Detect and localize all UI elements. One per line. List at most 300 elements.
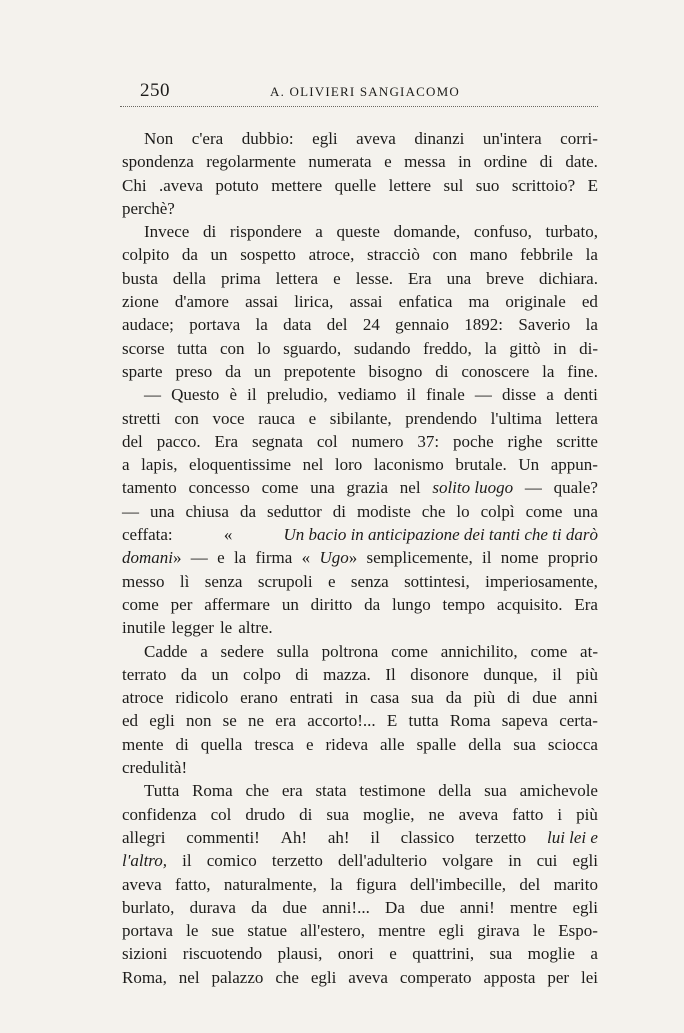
word: di <box>507 688 521 708</box>
word: gittò <box>509 338 541 358</box>
word: fine. <box>567 361 598 381</box>
word: da <box>445 688 462 708</box>
page-number: 250 <box>140 80 170 101</box>
word: conoscere <box>461 361 530 381</box>
word: egli <box>312 129 338 148</box>
word: a <box>200 641 208 661</box>
word: confidenza <box>122 804 197 824</box>
text-line <box>122 430 598 453</box>
word: sua <box>326 804 349 824</box>
word: lettera <box>555 408 598 428</box>
word: lo <box>257 338 271 358</box>
word: rauca <box>258 408 295 428</box>
word: prima <box>220 268 261 288</box>
text-line <box>122 476 598 499</box>
word: e <box>217 548 225 568</box>
body-text <box>122 127 598 989</box>
word: drudo <box>245 804 286 824</box>
word: credulità! <box>122 758 188 778</box>
word: erano <box>240 688 278 708</box>
word: Ah! <box>280 827 308 847</box>
word: Cadde <box>144 641 188 661</box>
word: Espo- <box>558 921 598 941</box>
word: stata <box>315 781 347 801</box>
text-line <box>122 360 598 383</box>
word: casa <box>370 688 400 708</box>
word: semplicemente, <box>366 548 473 568</box>
word: busta <box>122 268 158 288</box>
word: proprio <box>547 548 598 568</box>
word: diritto <box>310 594 353 614</box>
word: se <box>222 711 237 731</box>
word: dunque, <box>483 664 538 684</box>
word: fatto, <box>175 874 211 894</box>
word: egli <box>572 897 598 917</box>
word: all'estero, <box>300 921 366 941</box>
word: egli <box>310 967 337 987</box>
word: mente <box>122 734 164 754</box>
word: il <box>247 385 257 405</box>
word: Tutta <box>144 781 180 801</box>
word: segnata <box>251 431 303 451</box>
word: quale? <box>553 478 598 498</box>
word: Saverio <box>518 315 571 335</box>
word: prendendo <box>405 408 477 428</box>
word: per <box>547 967 570 987</box>
word: enfatica <box>398 292 453 312</box>
word: moglie, <box>363 804 415 824</box>
word: sizioni <box>122 944 168 964</box>
word: terzetto <box>271 851 323 871</box>
word: un'intera <box>482 129 542 148</box>
word: .aveva <box>159 175 203 195</box>
text-line <box>122 896 598 919</box>
word: Roma <box>192 781 233 801</box>
word: a <box>546 385 554 405</box>
word: Un bacio in anticipazione dei tanti che ti darò <box>283 525 598 545</box>
word: il <box>406 385 416 405</box>
word: allegri <box>122 827 166 847</box>
word: classico <box>400 827 455 847</box>
word: a <box>122 455 130 475</box>
word: apposta <box>483 967 536 987</box>
word: entrati <box>289 688 334 708</box>
word: turbato, <box>545 222 598 242</box>
word: annichilito, <box>440 641 518 661</box>
word: sua <box>484 781 507 801</box>
word: mano <box>469 245 508 265</box>
text-line <box>122 174 598 197</box>
word: nel <box>302 455 324 475</box>
word: un <box>210 245 228 265</box>
word: — <box>474 385 492 405</box>
word: messa <box>404 152 446 172</box>
text-line <box>122 150 598 173</box>
word: dichiara. <box>538 268 598 288</box>
word: amichevole <box>519 781 598 801</box>
word: terzetto <box>475 827 527 847</box>
word: voce <box>212 408 245 428</box>
word: due <box>532 688 557 708</box>
word: ceffata: <box>122 525 173 545</box>
word: aveva <box>122 874 162 894</box>
word: come <box>261 478 299 498</box>
word: più <box>576 664 598 684</box>
word: un <box>281 594 299 614</box>
word: nel <box>399 478 421 498</box>
word: ne <box>248 711 265 731</box>
word: di <box>202 222 217 242</box>
word: un <box>254 361 272 381</box>
word: assai <box>245 292 279 312</box>
word: sua <box>489 944 513 964</box>
word: il <box>370 827 380 847</box>
text-line <box>122 709 598 732</box>
text-line <box>122 243 598 266</box>
text-line <box>122 966 598 989</box>
word: imperiosamente, <box>485 571 598 591</box>
word: scrupoli <box>257 571 313 591</box>
word: righe <box>507 431 543 451</box>
word: terrato <box>122 664 167 684</box>
word: riscuotendo <box>182 944 263 964</box>
word: senza <box>350 571 389 591</box>
text-line <box>122 663 598 686</box>
word: lì <box>179 571 190 591</box>
word: del <box>326 315 348 335</box>
text-line <box>122 267 598 290</box>
word: con <box>220 338 245 358</box>
word: moglie <box>527 944 575 964</box>
word: nome <box>500 548 539 568</box>
text-line <box>122 407 598 430</box>
word: due <box>282 897 307 917</box>
word: firma <box>255 548 293 568</box>
page-header <box>120 80 598 104</box>
word: disse <box>502 385 537 405</box>
word: da <box>181 245 198 265</box>
word: sua <box>411 688 434 708</box>
word: lei <box>580 967 598 987</box>
word: rispondere <box>229 222 302 242</box>
word: « <box>223 525 233 545</box>
word: la <box>585 245 598 265</box>
word: onori <box>337 944 374 964</box>
word: aveva <box>458 804 499 824</box>
word: due <box>420 897 445 917</box>
word: come <box>525 501 563 521</box>
word: una <box>446 268 472 288</box>
word: durava <box>189 897 236 917</box>
word: sua <box>513 734 536 754</box>
text-line <box>122 849 598 872</box>
word: freddo, <box>423 338 472 358</box>
word: dell'adulterio <box>338 851 427 871</box>
word: in <box>458 152 472 172</box>
word: queste <box>336 222 380 242</box>
word: con <box>432 245 458 265</box>
word: inutile <box>122 618 166 638</box>
word: Un <box>518 455 540 475</box>
word: la <box>255 315 268 335</box>
word: sottintesi, <box>404 571 470 591</box>
word: ah! <box>327 827 350 847</box>
word: E <box>386 711 398 731</box>
word: egli <box>149 711 175 731</box>
word: la <box>233 548 247 568</box>
word: d'amore <box>174 292 229 312</box>
word: scritte <box>556 431 598 451</box>
word: stracciò <box>366 245 420 265</box>
word: prepotente <box>283 361 356 381</box>
word: la <box>542 361 555 381</box>
word: di <box>539 152 553 172</box>
word: che <box>275 967 299 987</box>
word: la <box>585 315 598 335</box>
word: sul <box>443 175 464 195</box>
word: volgare <box>442 851 494 871</box>
word: accorto!... <box>307 711 376 731</box>
word: e <box>389 944 397 964</box>
word: concesso <box>188 478 250 498</box>
word: legger <box>171 618 214 638</box>
word: confuso, <box>473 222 532 242</box>
word: una <box>149 501 175 521</box>
word: come <box>391 641 428 661</box>
word: Il <box>385 664 396 684</box>
word: lo <box>456 501 470 521</box>
word: poltrona <box>321 641 379 661</box>
word: in <box>344 688 359 708</box>
running-head: A. OLIVIERI SANGIACOMO <box>270 84 460 99</box>
word: di <box>295 664 309 684</box>
word: c'era <box>191 129 224 148</box>
word: aveva <box>348 967 388 987</box>
word: di <box>332 501 346 521</box>
word: lungo <box>391 594 431 614</box>
word: palazzo <box>211 967 264 987</box>
word: come <box>122 594 159 614</box>
word: plausi, <box>277 944 323 964</box>
word: bisogno <box>368 361 423 381</box>
word: denti <box>563 385 598 405</box>
word: preso <box>175 361 213 381</box>
word: commenti! <box>186 827 260 847</box>
word: brutale. <box>455 455 507 475</box>
word: febbrile <box>520 245 573 265</box>
word: una <box>573 501 598 521</box>
word: della <box>172 268 206 288</box>
word: egli <box>572 851 598 871</box>
word: dubbio: <box>241 129 294 148</box>
word: ordine <box>483 152 528 172</box>
text-line <box>122 313 598 336</box>
word: lesse. <box>355 268 393 288</box>
word: marito <box>553 874 598 894</box>
text-line <box>122 919 598 942</box>
text-line <box>122 942 598 965</box>
word: in <box>508 851 522 871</box>
word: non <box>185 711 212 731</box>
word: mentre <box>378 921 426 941</box>
word: da <box>239 501 256 521</box>
word: finale <box>426 385 465 405</box>
word: perchè? <box>122 198 175 218</box>
word: chiusa <box>185 501 229 521</box>
word: in <box>553 338 567 358</box>
word: messo <box>122 571 165 591</box>
word: di <box>299 804 313 824</box>
word: come <box>530 641 568 661</box>
text-line <box>122 779 598 802</box>
word: l'ultima <box>490 408 542 428</box>
text-line <box>122 803 598 826</box>
word: altre. <box>238 618 273 638</box>
word: del <box>122 431 143 451</box>
word: aveva <box>356 129 396 148</box>
word: solito luogo <box>432 478 514 498</box>
word: sedere <box>220 641 264 661</box>
word: naturalmente, <box>223 874 317 894</box>
word: originale <box>505 292 566 312</box>
word: alle <box>380 734 405 754</box>
word: burlato, <box>122 897 175 917</box>
word: egli <box>438 921 465 941</box>
word: corri- <box>560 129 598 148</box>
text-line <box>122 337 598 360</box>
word: e <box>305 734 314 754</box>
word: colpì <box>480 501 515 521</box>
word: domande, <box>393 222 461 242</box>
word: certa- <box>559 711 598 731</box>
word: che <box>245 781 270 801</box>
text-line <box>122 616 598 639</box>
word: senza <box>204 571 243 591</box>
word: preludio, <box>266 385 328 405</box>
word: domani» <box>122 548 182 568</box>
word: ed <box>581 292 598 312</box>
word: tutta <box>408 711 439 731</box>
word: portava <box>122 921 173 941</box>
word: numerata <box>308 152 372 172</box>
word: quella <box>200 734 243 754</box>
text-line <box>122 523 598 546</box>
word: ne <box>428 804 445 824</box>
word: regolarmente <box>206 152 296 172</box>
text-line <box>122 756 598 779</box>
word: Era <box>214 431 239 451</box>
word: mazza. <box>323 664 371 684</box>
text-line <box>122 593 598 616</box>
word: — <box>190 548 208 568</box>
word: a <box>315 222 323 242</box>
word: un <box>211 664 229 684</box>
word: e <box>328 571 336 591</box>
text-line <box>122 826 598 849</box>
text-line <box>122 733 598 756</box>
word: le <box>532 921 546 941</box>
word: pacco. <box>156 431 201 451</box>
word: disonore <box>410 664 469 684</box>
word: Roma <box>449 711 491 731</box>
word: il <box>182 851 192 871</box>
word: e <box>333 268 341 288</box>
word: colpo <box>243 664 281 684</box>
word: è <box>229 385 237 405</box>
word: una <box>310 478 335 498</box>
word: tutta <box>177 338 208 358</box>
text-line <box>122 453 598 476</box>
word: eloquentissime <box>189 455 292 475</box>
word: zione <box>122 292 159 312</box>
word: più <box>576 804 598 824</box>
word: di <box>175 734 189 754</box>
word: spondenza <box>122 152 194 172</box>
word: dinanzi <box>414 129 465 148</box>
text-line <box>122 873 598 896</box>
word: at- <box>580 641 598 661</box>
word: Non <box>144 129 174 148</box>
word: anni!... <box>322 897 370 917</box>
word: da <box>364 594 381 614</box>
word: di- <box>579 338 598 358</box>
word: figura <box>355 874 397 894</box>
word: la <box>330 874 343 894</box>
word: tresca <box>254 734 294 754</box>
word: da <box>180 664 197 684</box>
word: breve <box>486 268 524 288</box>
word: suo <box>475 175 500 195</box>
word: della <box>438 781 472 801</box>
word: lettera <box>275 268 319 288</box>
word: poche <box>453 431 494 451</box>
word: lui lei e <box>546 827 598 847</box>
word: rideva <box>325 734 368 754</box>
word: sparte <box>122 361 163 381</box>
word: Roma, <box>122 967 167 987</box>
word: col <box>316 431 338 451</box>
word: Chi <box>122 175 147 195</box>
text-line <box>122 383 598 406</box>
word: e <box>308 408 317 428</box>
word: anni <box>568 688 598 708</box>
word: girava <box>477 921 520 941</box>
text-line <box>122 127 598 150</box>
word: ed <box>122 711 139 731</box>
word: da <box>225 361 242 381</box>
word: loro <box>334 455 363 475</box>
word: vediamo <box>337 385 397 405</box>
word: scrittoio? <box>511 175 576 195</box>
word: nel <box>178 967 200 987</box>
word: il <box>552 664 562 684</box>
word: era <box>281 781 303 801</box>
word: comperato <box>399 967 472 987</box>
word: numero <box>351 431 404 451</box>
word: sguardo, <box>283 338 342 358</box>
word: date. <box>565 152 598 172</box>
word: stretti <box>122 408 161 428</box>
word: le <box>219 618 233 638</box>
word: atroce, <box>308 245 355 265</box>
word: Questo <box>171 385 220 405</box>
word: — <box>144 385 161 405</box>
word: acquisito. <box>496 594 563 614</box>
word: sulla <box>276 641 309 661</box>
word: affermare <box>204 594 270 614</box>
text-line <box>122 290 598 313</box>
word: lirica, <box>294 292 334 312</box>
